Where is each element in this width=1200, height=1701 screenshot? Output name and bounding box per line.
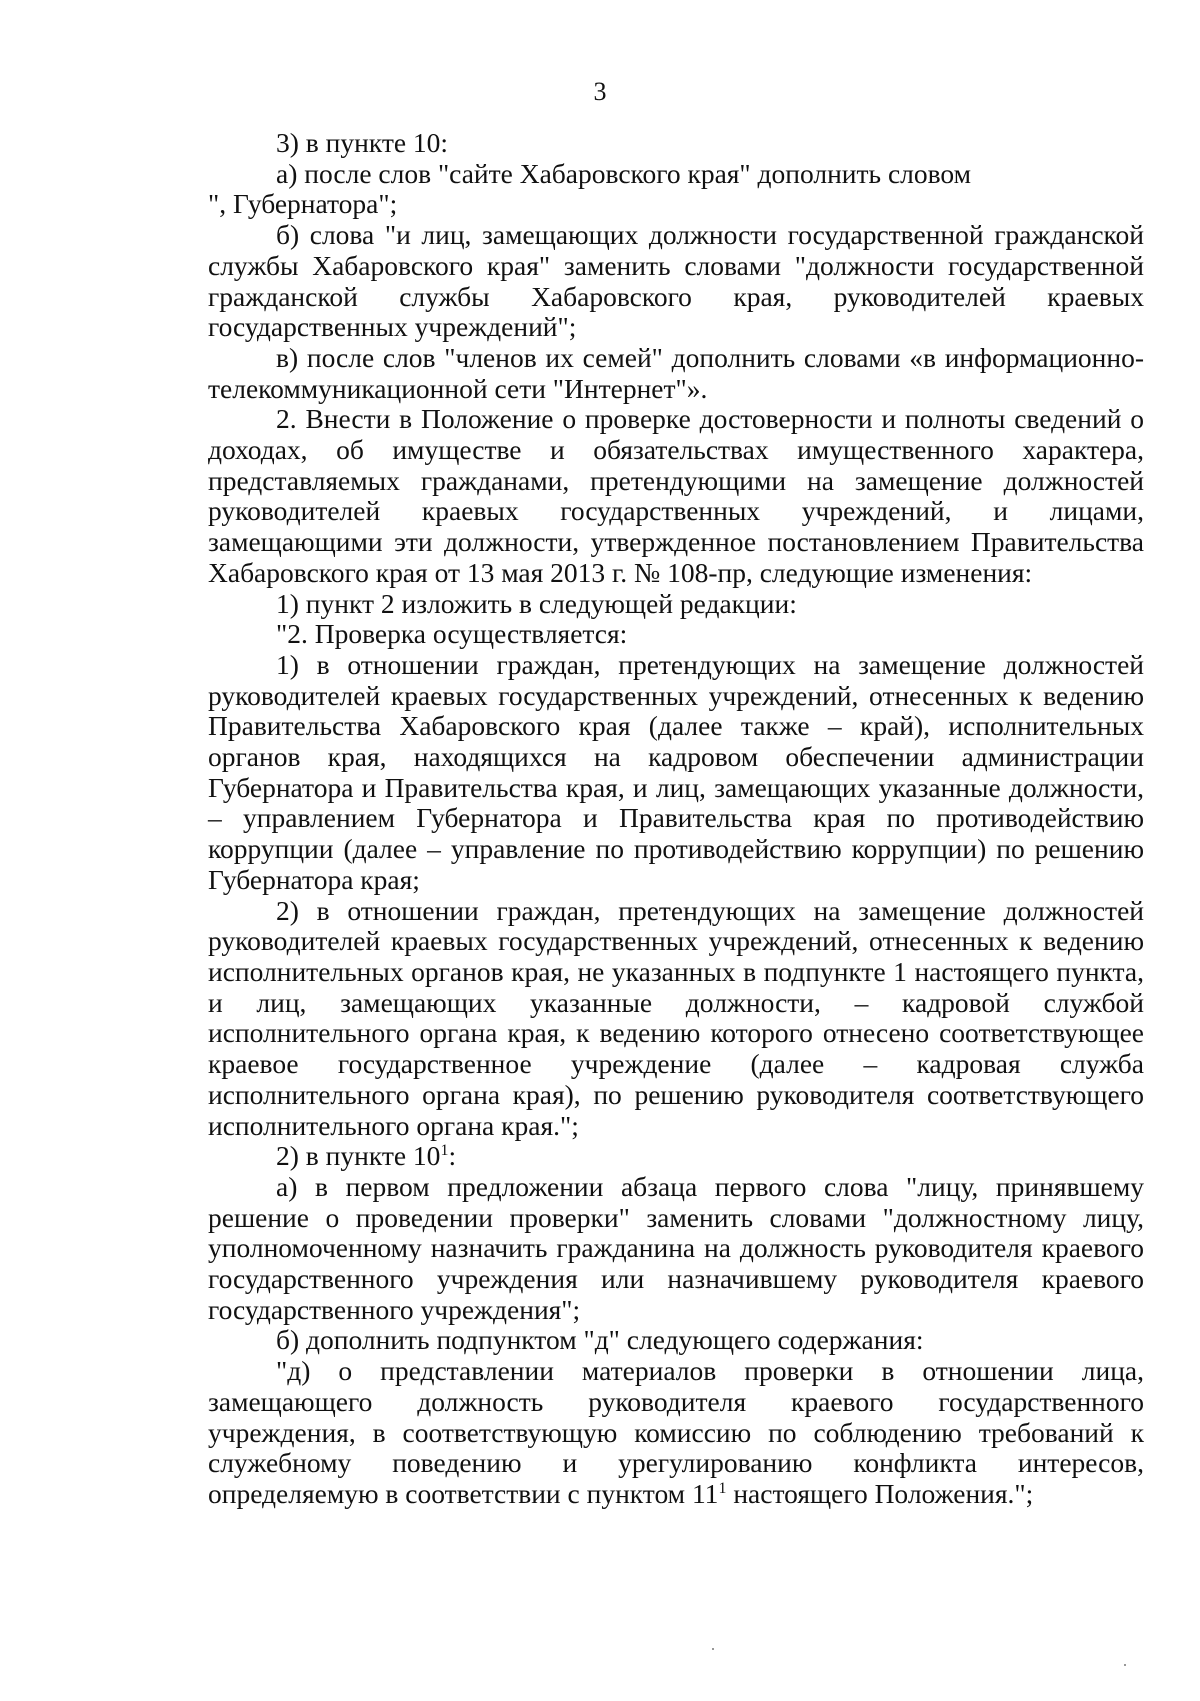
paragraph-text: а) в первом предложении абзаца первого слова "лицу, принявшему решение о проведении проверки" заменить словами "должностному лицу, уполномоченному назначить гражданина на должность руководителя краевого государственного учреждения или назначившему руководителя краевого государственного учреждения"; [208, 1170, 1144, 1325]
paragraph-subitem-2 [208, 896, 1144, 1142]
paragraph-text: 1) в отношении граждан, претендующих на замещение должностей руководителей краевых государственных учреждений, отнесенных к ведению Правительства Хабаровского края (далее также – край), исполнительных органов края, находящихся на кадровом обеспечении администрации Губернатора и Правительства края, и лиц, замещающих указанные должности, – управлением Губернатора и Правительства края по противодействию коррупции (далее – управление по противодействию коррупции) по решению Губернатора края; [208, 648, 1144, 895]
paragraph-item-2b-content [208, 1356, 1144, 1510]
paragraph-quote-start [208, 619, 1144, 650]
paragraph-text: в) после слов "членов их семей" дополнить словами «в информационно-телекоммуникационной сети "Интернет"». [208, 341, 1144, 404]
paragraph-text: а) после слов "сайте Хабаровского края" дополнить словом [276, 157, 972, 189]
paragraph-text: 2. Внести в Положение о проверке достоверности и полноты сведений о доходах, об имуществе и обязательствах имущественного характера, представляемых гражданами, претендующими на замещение должностей руководителей краевых государственных учреждений, и лицами, замещающими эти должности, утвержденное постановлением Правительства Хабаровского края от 13 мая 2013 г. № 108-пр, следующие изменения: [208, 403, 1144, 588]
paragraph-text: б) дополнить подпунктом "д" следующего содержания: [276, 1324, 924, 1356]
paragraph-text: 1) пункт 2 изложить в следующей редакции: [276, 587, 797, 619]
paragraph-item-2b [208, 1325, 1144, 1356]
paragraph-text-tail: : [448, 1140, 457, 1172]
paragraph-text: 2) в отношении граждан, претендующих на замещение должностей руководителей краевых государственных учреждений, отнесенных к ведению исполнительных органов края, не указанных в подпункте 1 настоящего пункта, и лиц, замещающих указанные должности, – кадровой службой исполнительного органа края, к ведению которого отнесено соответствующее краевое государственное учреждение (далее – кадровая служба исполнительного органа края), по решению руководителя соответствующего исполнительного органа края."; [208, 894, 1144, 1141]
paragraph-text: "2. Проверка осуществляется: [276, 618, 628, 650]
paragraph-item-3 [208, 128, 1144, 159]
paragraph-text: ", Губернатора"; [208, 188, 398, 220]
paragraph-item-3a [208, 159, 1144, 190]
paragraph-item-3c [208, 343, 1144, 404]
paragraph-item-2 [208, 1141, 1144, 1172]
superscript-mark: 1 [440, 1142, 449, 1160]
page-number: 3 [593, 77, 607, 106]
paragraph-text: 2) в пункте 10 [276, 1140, 441, 1172]
scan-speck [1124, 1664, 1126, 1666]
paragraph-text: б) слова "и лиц, замещающих должности государственной гражданской службы Хабаровского края" заменить словами "должности государственной гражданской службы Хабаровского края, руководителей краевых государственных учреждений"; [208, 219, 1144, 343]
paragraph-item-3b [208, 220, 1144, 343]
paragraph-item-3a-continuation [208, 189, 1144, 220]
document-body [208, 128, 1144, 1510]
paragraph-item-2a [208, 1172, 1144, 1326]
paragraph-text: "д) о представлении материалов проверки в отношении лица, замещающего должность руководителя краевого государственного учреждения, в соответствующую комиссию по соблюдению требований к служебному поведению и урегулированию конфликта интересов, определяемую в соответствии с пунктом 11 [208, 1355, 1144, 1509]
paragraph-subitem-1 [208, 650, 1144, 896]
paragraph-text: 3) в пункте 10: [276, 127, 449, 158]
scan-speck [712, 1648, 714, 1650]
superscript-mark: 1 [718, 1479, 727, 1497]
paragraph-text-tail: настоящего Положения."; [726, 1477, 1034, 1509]
paragraph-item-1 [208, 589, 1144, 620]
paragraph-section-2 [208, 404, 1144, 588]
